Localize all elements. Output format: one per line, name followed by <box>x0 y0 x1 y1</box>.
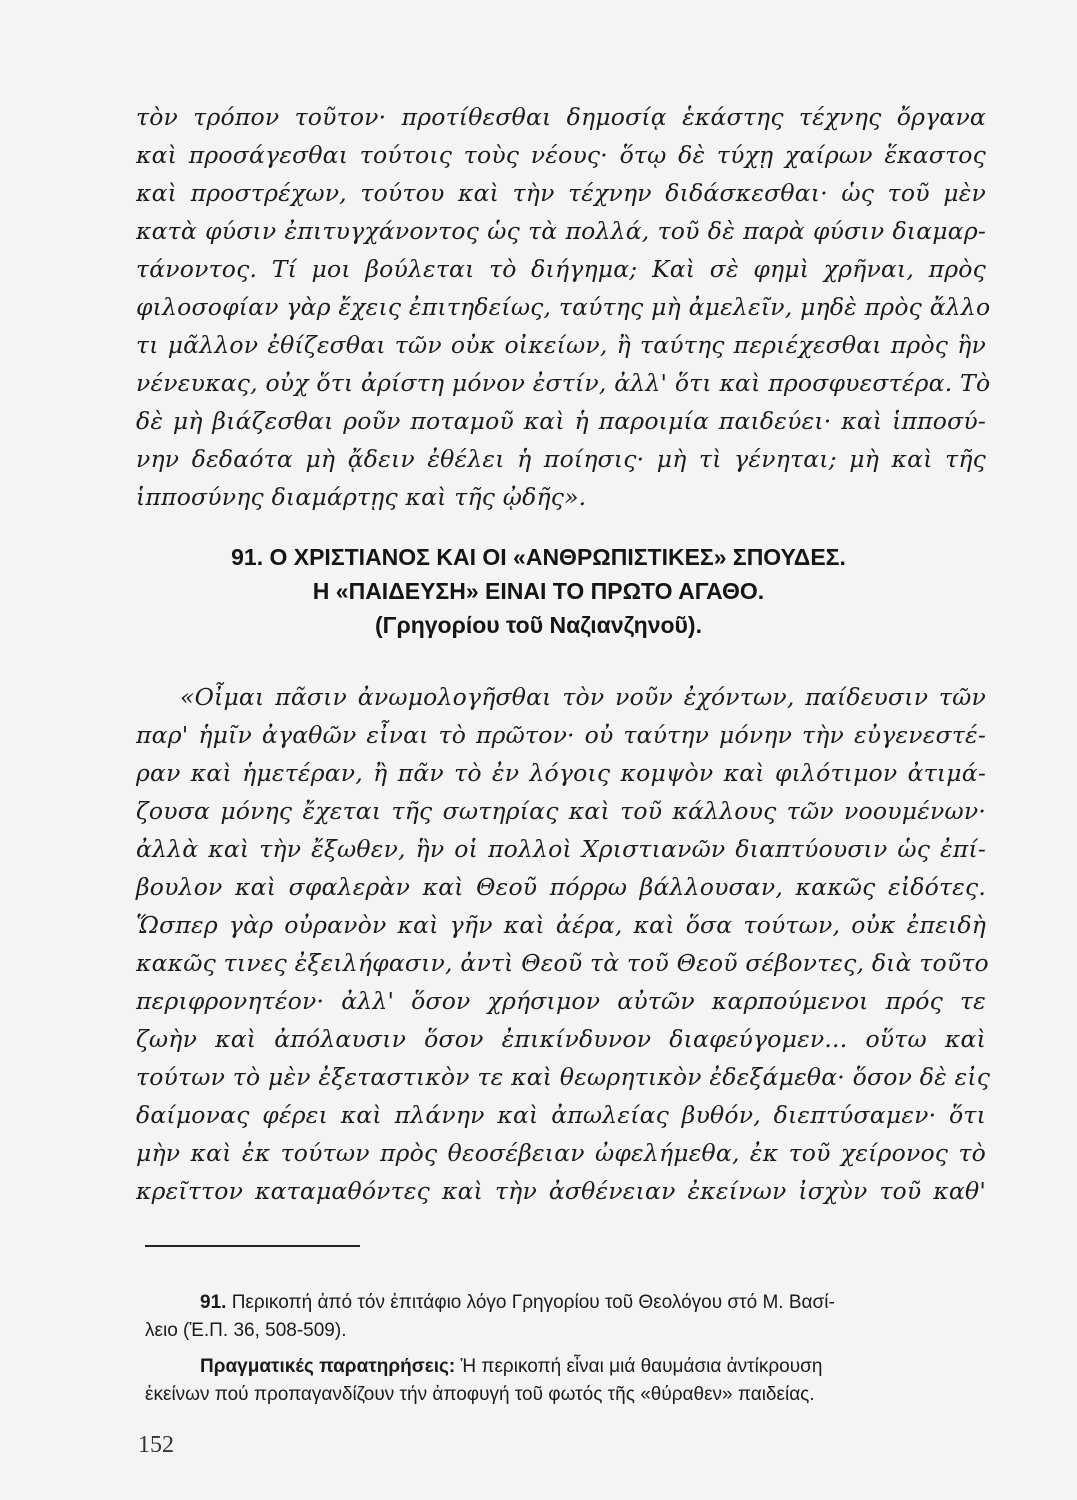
quote-line: κρεῖττον καταμαθόντες καὶ τὴν ἀσθένειαν ἐκείνων ἰσχὺν τοῦ καθ' <box>136 1177 986 1205</box>
body-line: φιλοσοφίαν γὰρ ἔχεις ἐπιτηδείως, ταύτης μὴ ἀμελεῖν, μηδὲ πρὸς ἄλλο <box>136 293 991 321</box>
quote-line: κακῶς τινες ἐξειλήφασιν, ἀντὶ Θεοῦ τὰ τοῦ Θεοῦ σέβοντες, διὰ τοῦτο <box>136 949 989 977</box>
page-number: 152 <box>138 1432 174 1458</box>
body-line: δὲ μὴ βιάζεσθαι ροῦν ποταμοῦ καὶ ἡ παροιμία παιδεύει· καὶ ἱπποσύ- <box>136 407 986 435</box>
body-line: τὸν τρόπον τοῦτον· προτίθεσθαι δημοσίᾳ ἑκάστης τέχνης ὄργανα <box>136 103 986 131</box>
body-line: ἱπποσύνης διαμάρτῃς καὶ τῆς ᾠδῆς». <box>136 483 587 511</box>
footnote-remarks-line-1 <box>200 1356 1010 1378</box>
section-heading-line-3: (Γρηγορίου τοῦ Ναζιανζηνοῦ). <box>375 612 702 638</box>
quote-line: τούτων τὸ μὲν ἐξεταστικὸν τε καὶ θεωρητικὸν ἐδεξάμεθα· ὅσον δὲ εἰς <box>136 1063 991 1091</box>
quote-line: ζουσα μόνης ἔχεται τῆς σωτηρίας καὶ τοῦ κάλλους τῶν νοουμένων· <box>136 797 986 825</box>
footnote-number: 91. <box>200 1292 227 1313</box>
body-line: τάνοντος. Τί μοι βούλεται τὸ διήγημα; Καὶ σὲ φημὶ χρῆναι, πρὸς <box>136 255 986 283</box>
body-line: καὶ προστρέχων, τούτου καὶ τὴν τέχνην διδάσκεσθαι· ὡς τοῦ μὲν <box>136 179 986 207</box>
footnote-text: Περικοπή ἀπό τόν ἐπιτάφιο λόγο Γρηγορίου τοῦ Θεολόγου στό Μ. Βασί- <box>231 1292 835 1313</box>
quote-line: ραν καὶ ἡμετέραν, ἢ πᾶν τὸ ἐν λόγοις κομψὸν καὶ φιλότιμον ἀτιμά- <box>136 759 986 787</box>
body-line: κατὰ φύσιν ἐπιτυγχάνοντος ὡς τὰ πολλά, τοῦ δὲ παρὰ φύσιν διαμαρ- <box>136 217 986 245</box>
footnote-line-2: λειο (Ἐ.Π. 36, 508-509). <box>145 1320 347 1341</box>
section-heading-line-1: 91. Ο ΧΡΙΣΤΙΑΝΟΣ ΚΑΙ ΟΙ «ΑΝΘΡΩΠΙΣΤΙΚΕΣ» ΣΠΟΥΔΕΣ. <box>231 544 846 570</box>
body-line: νένευκας, οὐχ ὅτι ἀρίστη μόνον ἐστίν, ἀλλ' ὅτι καὶ προσφυεστέρα. Τὸ <box>136 369 991 397</box>
quote-line: ζωὴν καὶ ἀπόλαυσιν ὅσον ἐπικίνδυνον διαφεύγομεν... οὕτω καὶ <box>136 1025 986 1053</box>
quote-line: «Οἶμαι πᾶσιν ἀνωμολογῆσθαι τὸν νοῦν ἐχόντων, παίδευσιν τῶν <box>180 683 986 711</box>
footnote-remarks-line-2: ἐκείνων πού προπαγανδίζουν τήν ἀποφυγή τοῦ φωτός τῆς «θύραθεν» παιδείας. <box>145 1384 815 1405</box>
quote-line: ἀλλὰ καὶ τὴν ἔξωθεν, ἣν οἱ πολλοὶ Χριστιανῶν διαπτύουσιν ὡς ἐπί- <box>136 835 986 863</box>
quote-line: μὴν καὶ ἐκ τούτων πρὸς θεοσέβειαν ὠφελήμεθα, ἐκ τοῦ χείρονος τὸ <box>136 1139 986 1167</box>
quote-line: δαίμονας φέρει καὶ πλάνην καὶ ἀπωλείας βυθόν, διεπτύσαμεν· ὅτι <box>136 1101 986 1129</box>
quote-line: παρ' ἡμῖν ἀγαθῶν εἶναι τὸ πρῶτον· οὐ ταύτην μόνην τὴν εὐγενεστέ- <box>136 721 986 749</box>
footnote-separator <box>145 1245 360 1247</box>
footnote-line-1 <box>200 1292 1010 1314</box>
body-line: τι μᾶλλον ἐθίζεσθαι τῶν οὐκ οἰκείων, ἢ ταύτης περιέχεσθαι πρὸς ἣν <box>136 331 986 359</box>
body-line: καὶ προσάγεσθαι τούτοις τοὺς νέους· ὅτῳ δὲ τύχῃ χαίρων ἕκαστος <box>136 141 986 169</box>
quote-line: βουλον καὶ σφαλερὰν καὶ Θεοῦ πόρρω βάλλουσαν, κακῶς εἰδότες. <box>136 873 986 901</box>
quote-line: περιφρονητέον· ἀλλ' ὅσον χρήσιμον αὐτῶν καρπούμενοι πρός τε <box>136 987 986 1015</box>
remarks-label: Πραγματικές παρατηρήσεις: <box>200 1356 456 1377</box>
body-line: νην δεδαότα μὴ ᾄδειν ἐθέλει ἡ ποίησις· μὴ τὶ γένηται; μὴ καὶ τῆς <box>136 445 986 473</box>
section-heading-line-2: Η «ΠΑΙΔΕΥΣΗ» ΕΙΝΑΙ ΤΟ ΠΡΩΤΟ ΑΓΑΘΟ. <box>312 578 765 604</box>
remarks-text: Ἡ περικοπή εἶναι μιά θαυμάσια ἀντίκρουση <box>460 1356 823 1377</box>
quote-line: Ὥσπερ γὰρ οὐρανὸν καὶ γῆν καὶ ἀέρα, καὶ ὅσα τούτων, οὐκ ἐπειδὴ <box>136 911 986 939</box>
